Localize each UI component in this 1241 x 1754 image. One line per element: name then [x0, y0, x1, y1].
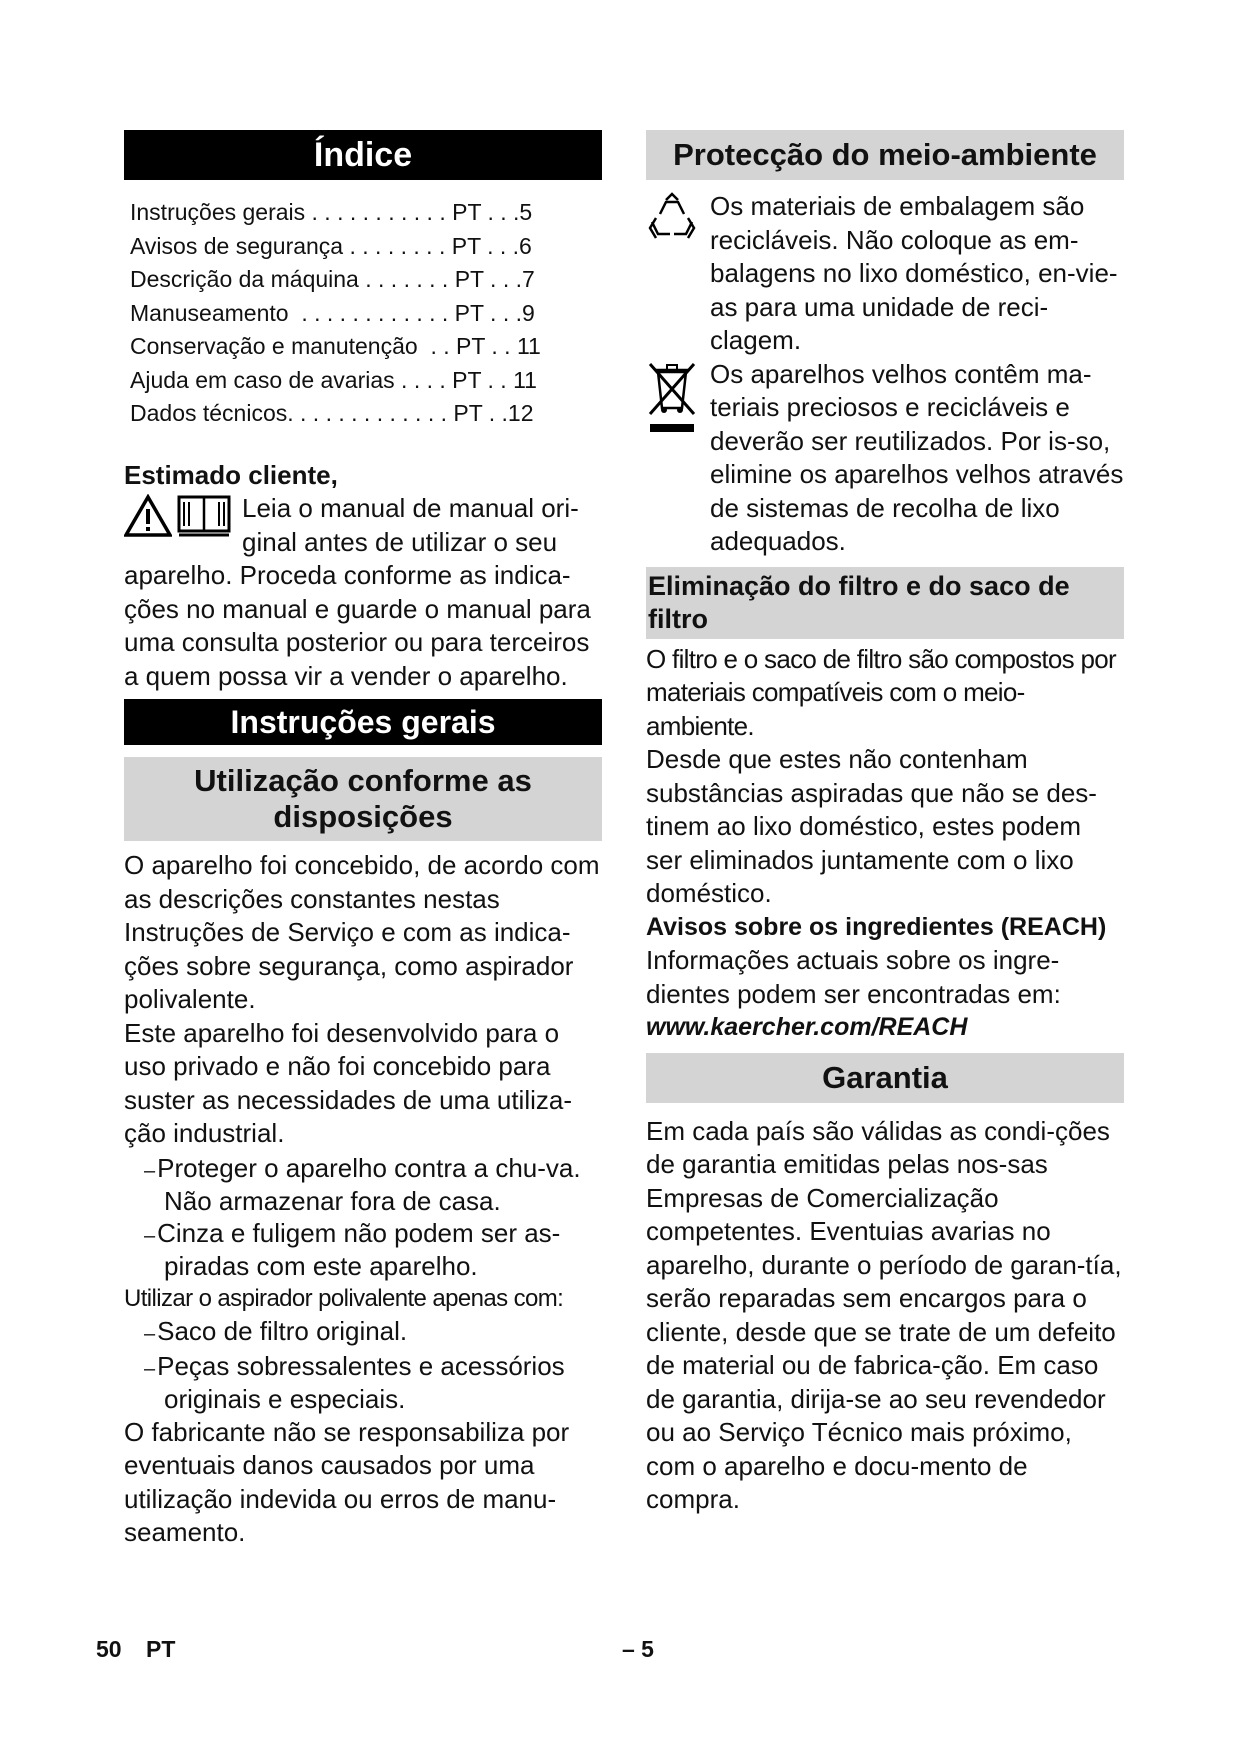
paragraph: Este aparelho foi desenvolvido para o uso privado e não foi concebido para suster as necessidades de uma utiliza-ção industrial. — [124, 1017, 573, 1148]
page-number: 50 — [96, 1636, 122, 1662]
environment-title: Protecção do meio-ambiente — [646, 130, 1124, 180]
subsection-title: Utilização conforme as disposições — [124, 757, 602, 841]
intro-block — [124, 492, 602, 559]
paragraph: Informações actuais sobre os ingre-dientes podem ser encontradas em: — [646, 945, 1061, 1009]
greeting: Estimado cliente, — [124, 459, 338, 490]
reach-title: Avisos sobre os ingredientes (REACH) — [646, 912, 1107, 941]
toc-item[interactable]: Conservação e manutenção . . PT . . 11 — [130, 333, 541, 359]
warning-triangle-icon — [124, 494, 172, 543]
left-column — [124, 130, 602, 1550]
list-item: –Saco de filtro original. — [144, 1315, 408, 1346]
recycle-block — [646, 190, 1124, 358]
toc-item[interactable]: Instruções gerais . . . . . . . . . . . PT . . .5 — [130, 199, 533, 225]
page-footer — [96, 1636, 175, 1663]
weee-block — [646, 358, 1124, 559]
weee-text: Os aparelhos velhos contêm ma-teriais preciosos e recicláveis e deverão ser reutilizados. Por is-so, elimine os aparelhos velhos através de sistemas de recolha de lixo adequados. — [710, 358, 1124, 556]
intro-line: Leia o manual de manual ori- — [242, 493, 579, 523]
recycle-text: Os materiais de embalagem são recicláveis. Não coloque as em-balagens no lixo doméstico, en-vie-as para uma unidade de reci-clagem. — [710, 191, 1118, 355]
paragraph: Em cada país são válidas as condi-ções de garantia emitidas pelas nos-sas Empresas de Comercialização competentes. Eventuias avarias no aparelho, durante o período de garan-tía, serão reparadas sem encargos para o cliente, desde que se trate de um defeito de material ou de fabrica-ção. Em caso de garantia, dirija-se ao seu revendedor ou ao Serviço Técnico mais próximo, com o aparelho e docu-mento de compra. — [646, 1115, 1122, 1514]
list-item: –Cinza e fuligem não podem ser as-piradas com este aparelho. — [144, 1217, 561, 1281]
reach-link[interactable]: www.kaercher.com/REACH — [646, 1013, 968, 1041]
index-title: Índice — [124, 130, 602, 180]
table-of-contents — [130, 196, 602, 431]
list-item: –Proteger o aparelho contra a chu-va. Não armazenar fora de casa. — [144, 1152, 581, 1216]
paragraph: O fabricante não se responsabiliza por eventuais danos causados por uma utilização indevida ou erros de manu-seamento. — [124, 1416, 570, 1547]
paragraph: O aparelho foi concebido, de acordo com as descrições constantes nestas Instruções de Serviço e com as indica-ções sobre segurança, como aspirador polivalente. — [124, 850, 600, 1014]
toc-item[interactable]: Ajuda em caso de avarias . . . . PT . . 11 — [130, 366, 537, 393]
list-item: –Peças sobressalentes e acessórios originais e especiais. — [144, 1350, 565, 1414]
language-code: PT — [145, 1636, 176, 1662]
recycle-icon — [646, 192, 698, 249]
paragraph: O filtro e o saco de filtro são compostos por materiais compatíveis com o meio-ambiente. — [646, 643, 1116, 741]
toc-item[interactable]: Manuseamento . . . . . . . . . . . . PT . . .9 — [130, 299, 535, 326]
crossed-bin-icon — [646, 360, 698, 443]
right-column — [646, 130, 1124, 1517]
toc-item[interactable]: Avisos de segurança . . . . . . . . PT . . .6 — [130, 232, 532, 259]
paragraph: Desde que estes não contenham substâncias aspiradas que não se des-tinem ao lixo doméstico, estes podem ser eliminados juntamente com o lixo doméstico. — [646, 744, 1097, 908]
intro-line: ginal antes de utilizar o seu — [242, 526, 558, 557]
manual-book-icon — [176, 494, 232, 543]
warranty-title: Garantia — [646, 1053, 1124, 1103]
intro-paragraph: aparelho. Proceda conforme as indica-ções no manual e guarde o manual para uma consulta posterior ou para terceiros a quem possa vir a vender o aparelho. — [124, 560, 591, 691]
toc-item[interactable]: Descrição da máquina . . . . . . . PT . . .7 — [130, 266, 535, 292]
paragraph: Utilizar o aspirador polivalente apenas com: — [124, 1284, 564, 1312]
filter-title: Eliminação do filtro e do saco de filtro — [646, 567, 1124, 639]
section-page-number: – 5 — [622, 1636, 654, 1662]
toc-item[interactable]: Dados técnicos. . . . . . . . . . . . . PT . .12 — [130, 400, 534, 426]
section-title: Instruções gerais — [124, 699, 602, 745]
